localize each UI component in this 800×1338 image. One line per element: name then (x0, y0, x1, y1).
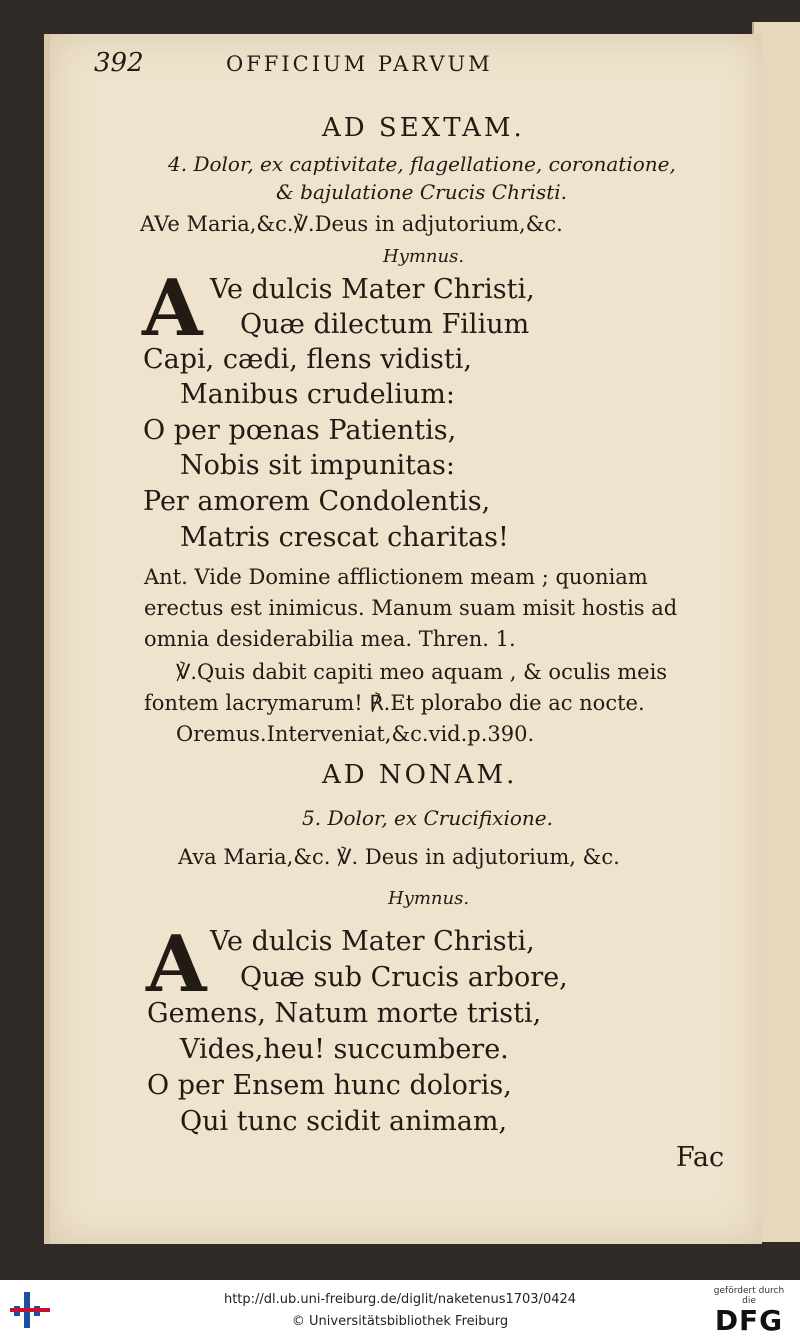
copyright-notice: © Universitätsbibliothek Freiburg (291, 1314, 509, 1329)
versicle-line: ℣.Quis dabit capiti meo aquam , & oculis meis (176, 660, 668, 684)
hymn-verse: Quæ sub Crucis arbore, (240, 962, 568, 993)
hymn-verse: Matris crescat charitas! (180, 522, 509, 553)
running-title: OFFICIUM PARVUM (226, 52, 493, 76)
section-heading-sextam: AD SEXTAM. (322, 113, 525, 143)
hymn-verse: Gemens, Natum morte tristi, (147, 998, 542, 1029)
rubric-line: & bajulatione Crucis Christi. (276, 180, 567, 204)
invocation-line: Ava Maria,&c. ℣. Deus in adjutorium, &c. (178, 845, 620, 869)
antiphon-line: erectus est inimicus. Manum suam misit hostis ad (144, 596, 678, 620)
hymn-verse: O per Ensem hunc doloris, (147, 1070, 512, 1101)
hymn-verse: Ve dulcis Mater Christi, (210, 926, 535, 957)
hymn-verse: Capi, cædi, flens vidisti, (143, 344, 472, 375)
hymn-verse: O per pœnas Patientis, (143, 415, 457, 446)
rubric-line: 4. Dolor, ex captivitate, flagellatione, coronatione, (168, 152, 676, 176)
hymnus-label: Hymnus. (388, 888, 470, 909)
invocation-line: AVe Maria,&c.℣.Deus in adjutorium,&c. (140, 212, 563, 236)
versicle-line: fontem lacrymarum! ℟.Et plorabo die ac nocte. (144, 691, 645, 715)
hymnus-label: Hymnus. (383, 246, 465, 267)
hymn-verse: Per amorem Condolentis, (143, 486, 491, 517)
antiphon-line: omnia desiderabilia mea. Thren. 1. (144, 627, 516, 651)
dfg-logo: DFG (714, 1304, 784, 1337)
oremus-line: Oremus.Interveniat,&c.vid.p.390. (176, 722, 535, 746)
page-number: 392 (94, 48, 144, 78)
rubric-line: 5. Dolor, ex Crucifixione. (302, 806, 553, 830)
hymn-verse: Ve dulcis Mater Christi, (210, 274, 535, 305)
antiphon-line: Ant. Vide Domine afflictionem meam ; quoniam (144, 565, 648, 589)
catchword: Fac (676, 1142, 725, 1173)
hymn-verse: Manibus crudelium: (180, 379, 455, 410)
section-heading-nonam: AD NONAM. (322, 760, 518, 790)
drop-cap-initial: A (146, 919, 207, 1010)
funder-note: gefördert durch die (713, 1286, 785, 1306)
permalink-url[interactable]: http://dl.ub.uni-freiburg.de/diglit/naketenus1703/0424 (223, 1292, 577, 1307)
drop-cap-initial: A (142, 263, 203, 354)
hymn-verse: Nobis sit impunitas: (180, 450, 455, 481)
funder-badge (706, 1286, 792, 1336)
hymn-verse: Vides,heu! succumbere. (180, 1034, 509, 1065)
hymn-verse: Quæ dilectum Filium (240, 309, 530, 340)
hymn-verse: Qui tunc scidit animam, (180, 1106, 508, 1137)
viewer-footer (0, 1280, 800, 1338)
